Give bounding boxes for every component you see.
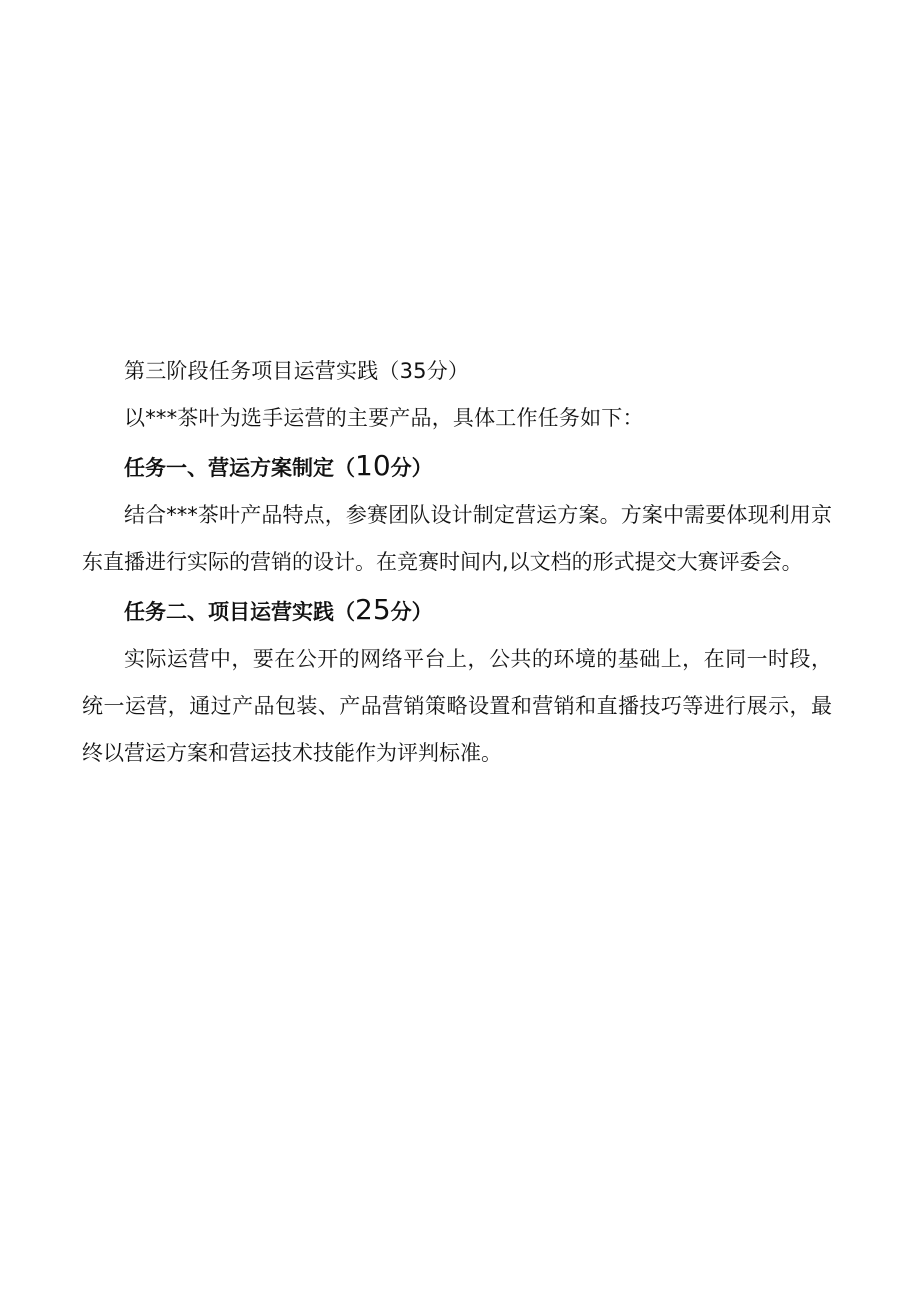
stage-title-tail: 分） xyxy=(426,359,470,383)
task1-body: 结合***茶叶产品特点，参赛团队设计制定营运方案。方案中需要体现利用京东直播进行实际的营销的设计。在竞赛时间内,以文档的形式提交大赛评委会。 xyxy=(82,503,832,574)
task1-heading xyxy=(82,442,832,492)
task2-heading xyxy=(82,586,832,636)
intro-paragraph: 以***茶叶为选手运营的主要产品，具体工作任务如下： xyxy=(124,406,644,430)
task2-heading-tail: 分） xyxy=(390,600,433,624)
task2-heading-text: 任务二、项目运营实践（ xyxy=(124,600,355,624)
task2-body: 实际运营中，要在公开的网络平台上，公共的环境的基础上，在同一时段，统一运营，通过产品包装、产品营销策略设置和营销和直播技巧等进行展示，最终以营运方案和营运技术技能作为评判标准。 xyxy=(82,647,832,765)
document-page xyxy=(82,348,832,777)
task1-heading-tail: 分） xyxy=(390,456,433,480)
task1-heading-score: 10 xyxy=(355,449,391,482)
stage-title-text: 第三阶段任务项目运营实践（ xyxy=(124,359,400,383)
stage-title-score: 35 xyxy=(399,359,427,383)
stage-title xyxy=(82,348,832,395)
task2-heading-score: 25 xyxy=(355,593,391,626)
task1-heading-text: 任务一、营运方案制定（ xyxy=(124,456,355,480)
